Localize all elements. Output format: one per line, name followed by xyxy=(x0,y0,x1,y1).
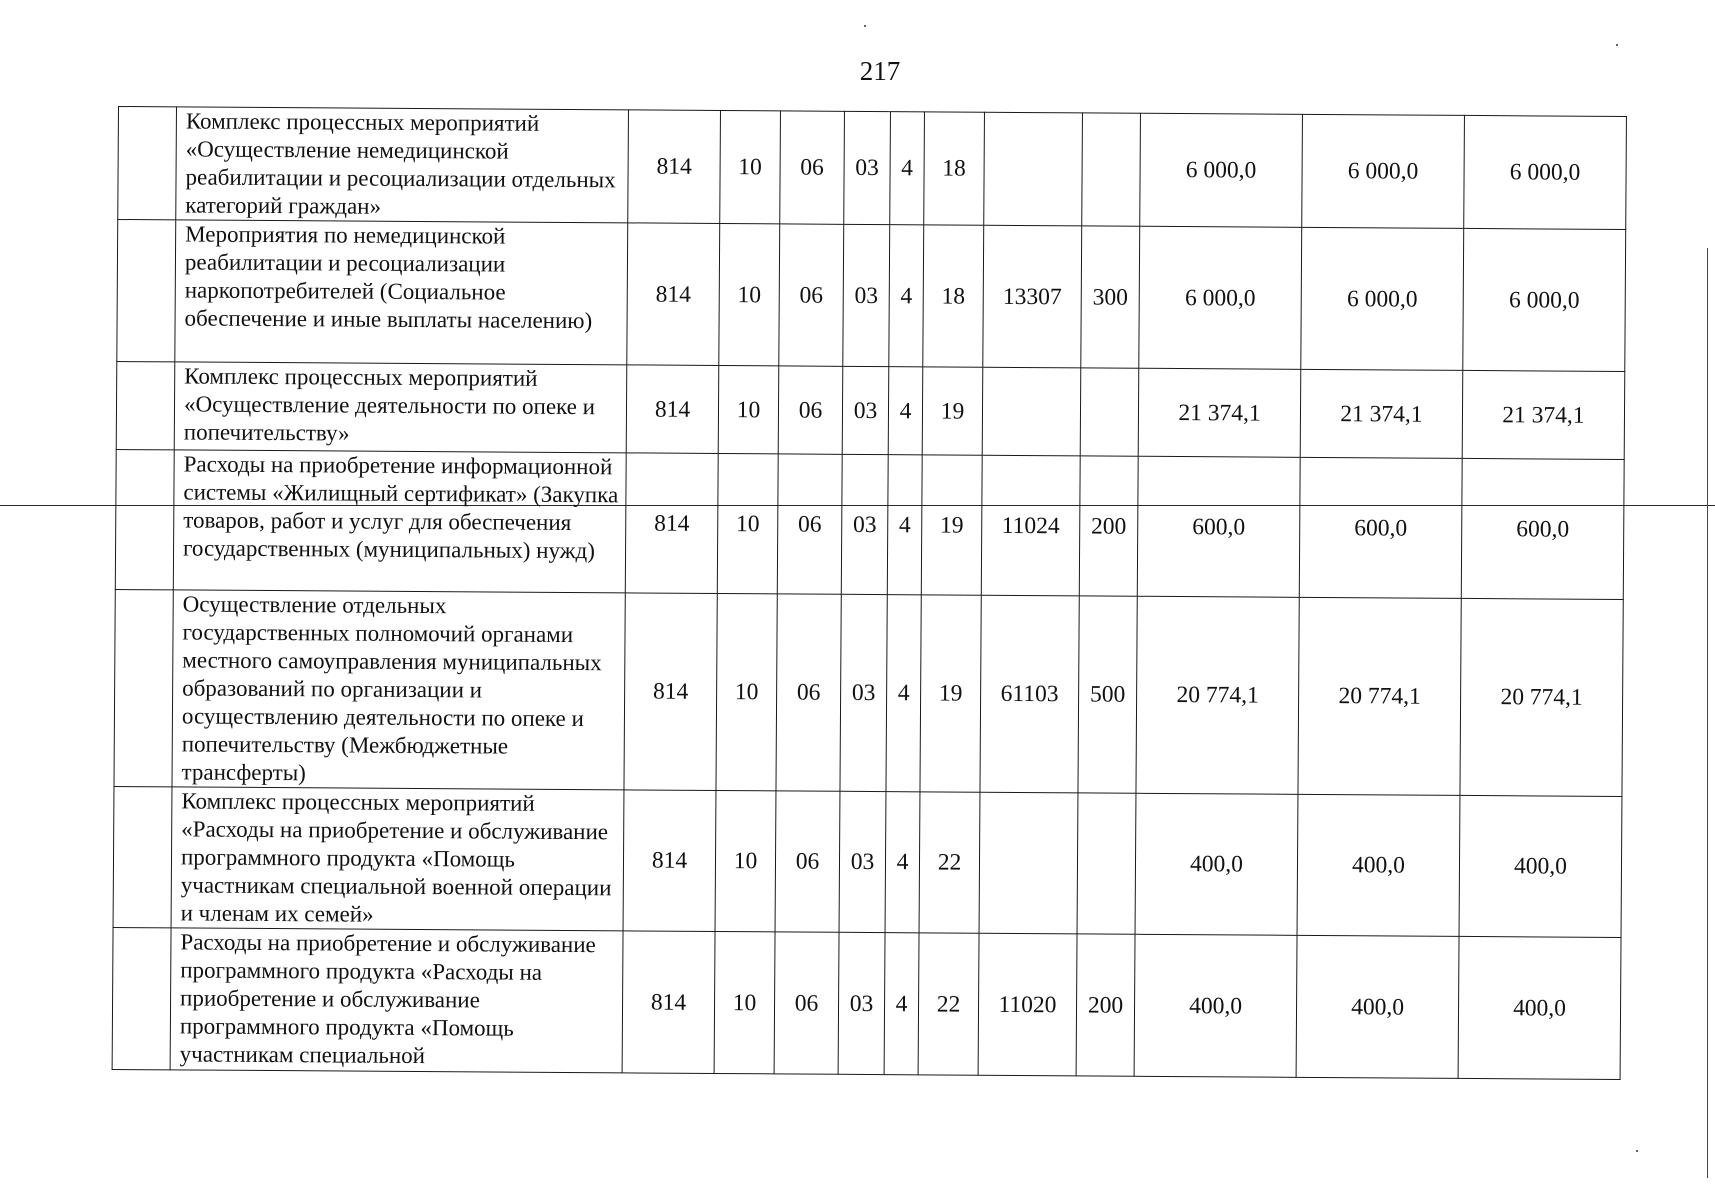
cs1-cell: 03 xyxy=(838,932,885,1074)
sum-year1-cell: 21 374,1 xyxy=(1138,368,1301,457)
rz-cell: 10 xyxy=(716,593,777,790)
cs2-cell: 4 xyxy=(884,933,919,1075)
rz-cell: 10 xyxy=(720,110,781,223)
ved-cell: 814 xyxy=(624,593,717,791)
row-name: Мероприятия по немедицинской реабилитации и ресоциализации наркопотребителей (Социальное обеспечение и иные выплаты населению) xyxy=(175,220,628,365)
row-name: Комплекс процессных мероприятий «Осуществление немедицинской реабилитации и ресоциализации отдельных категорий граждан» xyxy=(176,107,629,223)
rz-cell: 10 xyxy=(719,223,780,365)
cs1-cell: 03 xyxy=(844,111,891,224)
pr-cell: 06 xyxy=(776,594,841,791)
vr-cell: 500 xyxy=(1078,596,1137,793)
table-row xyxy=(116,361,1625,459)
sum-year2-cell: 20 774,1 xyxy=(1298,597,1461,795)
sum-year3-cell: 20 774,1 xyxy=(1460,598,1623,796)
row-index-cell xyxy=(116,361,175,449)
sum-year2-cell: 21 374,1 xyxy=(1300,369,1463,458)
table-row xyxy=(115,449,1624,599)
table-row xyxy=(112,927,1621,1079)
sum-year3-cell: 21 374,1 xyxy=(1462,370,1625,459)
table-row xyxy=(117,220,1626,372)
ved-cell: 814 xyxy=(622,931,715,1074)
row-index-cell xyxy=(112,927,171,1069)
cs1-cell: 03 xyxy=(839,791,886,932)
sum-year1-cell: 6 000,0 xyxy=(1140,113,1303,227)
cs3-cell: 22 xyxy=(919,792,980,933)
cs2-cell: 4 xyxy=(888,367,923,455)
page-number: 217 xyxy=(859,56,901,86)
cs4-cell: 11024 xyxy=(981,455,1080,596)
ved-cell: 814 xyxy=(627,223,720,366)
cs3-cell: 19 xyxy=(920,595,981,792)
cs3-cell: 19 xyxy=(921,455,982,595)
sum-year1-cell: 400,0 xyxy=(1135,793,1298,935)
pr-cell: 06 xyxy=(778,366,843,454)
ved-cell: 814 xyxy=(625,453,718,594)
row-name: Расходы на приобретение информационной системы «Жилищный сертификат» (Закупка товаров, работ и услуг для обеспечения государственных (муниципальных) нужд) xyxy=(173,450,626,593)
sum-year1-cell: 6 000,0 xyxy=(1139,226,1302,369)
sum-year3-cell: 400,0 xyxy=(1459,795,1622,937)
sum-year1-cell: 20 774,1 xyxy=(1136,596,1299,794)
row-name: Расходы на приобретение и обслуживание программного продукта «Расходы на приобретение и обслуживание программного продукта «Помощь участникам специальной xyxy=(170,928,623,1073)
row-index-cell xyxy=(113,786,172,927)
cs2-cell: 4 xyxy=(887,455,922,595)
pr-cell: 06 xyxy=(774,932,839,1074)
vr-cell xyxy=(1077,793,1136,934)
rz-cell: 10 xyxy=(714,931,775,1073)
cs3-cell: 18 xyxy=(923,225,984,367)
table-row xyxy=(118,107,1627,230)
pr-cell: 06 xyxy=(780,111,845,224)
row-name: Комплекс процессных мероприятий «Осуществление деятельности по опеке и попечительству» xyxy=(174,362,627,453)
sum-year2-cell: 400,0 xyxy=(1296,935,1459,1078)
vr-cell xyxy=(1082,113,1141,226)
cs2-cell: 4 xyxy=(886,595,921,792)
ved-cell: 814 xyxy=(628,110,721,224)
cs4-cell: 11020 xyxy=(978,933,1077,1076)
scan-speck xyxy=(1636,1150,1638,1152)
sum-year2-cell: 6 000,0 xyxy=(1302,114,1465,228)
row-index-cell xyxy=(114,589,173,786)
pr-cell: 06 xyxy=(779,224,844,366)
cs3-cell: 18 xyxy=(924,112,985,225)
sum-year3-cell: 600,0 xyxy=(1461,458,1624,599)
scan-speck xyxy=(864,25,866,27)
table-row xyxy=(113,786,1622,937)
cs1-cell: 03 xyxy=(840,594,887,791)
vr-cell xyxy=(1080,368,1139,456)
vr-cell: 200 xyxy=(1079,456,1138,596)
pr-cell: 06 xyxy=(775,791,840,932)
budget-table xyxy=(112,106,1627,1080)
ved-cell: 814 xyxy=(626,365,719,454)
sum-year2-cell: 600,0 xyxy=(1299,457,1462,598)
cs4-cell xyxy=(984,112,1083,226)
cs1-cell: 03 xyxy=(843,224,890,366)
cs2-cell: 4 xyxy=(889,225,924,367)
table-row xyxy=(114,589,1623,796)
sum-year1-cell: 400,0 xyxy=(1134,934,1297,1077)
pr-cell: 06 xyxy=(777,454,842,594)
cs1-cell: 03 xyxy=(842,366,889,454)
sum-year2-cell: 6 000,0 xyxy=(1301,227,1464,370)
cs3-cell: 22 xyxy=(918,933,979,1075)
cs3-cell: 19 xyxy=(922,367,983,455)
scan-artifact-edge xyxy=(1707,248,1708,1178)
rz-cell: 10 xyxy=(717,453,778,593)
sum-year3-cell: 400,0 xyxy=(1458,936,1621,1079)
sum-year2-cell: 400,0 xyxy=(1297,794,1460,936)
cs2-cell: 4 xyxy=(890,112,925,225)
sum-year3-cell: 6 000,0 xyxy=(1463,228,1626,371)
vr-cell: 300 xyxy=(1081,226,1140,368)
rz-cell: 10 xyxy=(718,365,779,453)
cs4-cell: 61103 xyxy=(980,595,1079,793)
sum-year1-cell: 600,0 xyxy=(1137,456,1300,597)
cs1-cell: 03 xyxy=(841,454,888,594)
vr-cell: 200 xyxy=(1076,934,1135,1076)
cs4-cell xyxy=(979,792,1078,934)
row-index-cell xyxy=(115,449,174,589)
scan-speck xyxy=(1616,44,1618,46)
row-index-cell xyxy=(117,220,176,362)
sum-year3-cell: 6 000,0 xyxy=(1464,115,1627,229)
rz-cell: 10 xyxy=(715,790,776,931)
cs2-cell: 4 xyxy=(885,792,920,933)
row-index-cell xyxy=(118,107,177,220)
row-name: Осуществление отдельных государственных полномочий органами местного самоуправления муниципальных образований по организации и осуществлению деятельности по опеке и попечительству (Межбюджетные трансферты) xyxy=(172,590,625,790)
cs4-cell: 13307 xyxy=(983,225,1082,368)
ved-cell: 814 xyxy=(623,790,716,932)
cs4-cell xyxy=(982,367,1081,456)
row-name: Комплекс процессных мероприятий «Расходы на приобретение и обслуживание программного продукта «Помощь участникам специальной военной операции и членам их семей» xyxy=(171,787,624,931)
